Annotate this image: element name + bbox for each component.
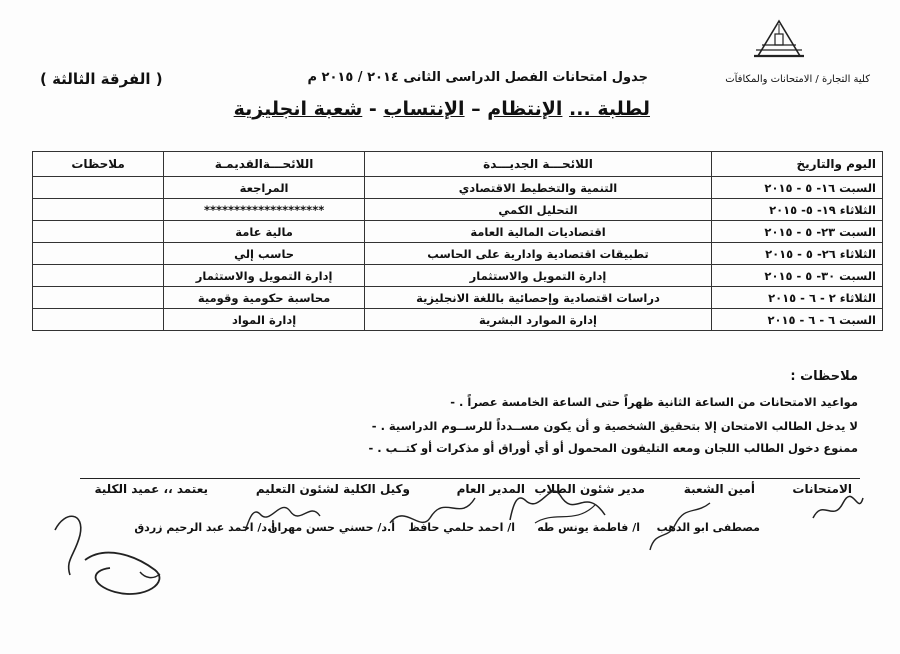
signature-divider xyxy=(80,478,860,479)
name-student-affairs-director: ا/ فاطمة يونس طه xyxy=(537,521,640,534)
exam-date: ١٦- ٥ - ٢٠١٥ xyxy=(764,180,836,195)
name-general-manager: ا/ احمد حلمي حافظ xyxy=(408,521,515,534)
cell-remarks xyxy=(33,309,164,331)
role-division-secretary: أمين الشعبة xyxy=(683,482,755,496)
cell-remarks xyxy=(33,243,164,265)
cell-remarks xyxy=(33,221,164,243)
signature-exams xyxy=(808,488,868,528)
cell-new-regulation-subject: التنمية والتخطيط الاقتصادي xyxy=(364,177,711,199)
subtitle-english-division: شعبة انجليزية xyxy=(233,98,363,120)
student-category: لطلبة ... الإنتظام – الإنتساب - شعبة انجليزية xyxy=(233,98,650,120)
cell-new-regulation-subject: إدارة التمويل والاستثمار xyxy=(364,265,711,287)
cell-new-regulation-subject: إدارة الموارد البشرية xyxy=(364,309,711,331)
table-row xyxy=(33,287,883,309)
cell-old-regulation-subject: مالية عامة xyxy=(164,221,365,243)
day-name: السبت xyxy=(839,268,876,283)
exam-date: ٣٠- ٥ - ٢٠١٥ xyxy=(764,268,836,283)
cell-remarks xyxy=(33,199,164,221)
table-header-row xyxy=(33,152,883,177)
subtitle-regular: الإنتظام xyxy=(487,98,563,120)
table-row xyxy=(33,221,883,243)
cell-remarks xyxy=(33,265,164,287)
cell-new-regulation-subject: اقتصاديات المالية العامة xyxy=(364,221,711,243)
name-vice-dean: أ.د/ حسني حسن مهران xyxy=(268,521,395,534)
cell-remarks xyxy=(33,287,164,309)
role-dean-approval: يعتمد ،، عميد الكلية xyxy=(94,482,208,496)
role-vice-dean: وكيل الكلية لشئون التعليم xyxy=(255,482,410,496)
cell-new-regulation-subject: تطبيقات اقتصادية وادارية على الحاسب xyxy=(364,243,711,265)
signature-general-manager xyxy=(375,488,485,538)
day-name: الثلاثاء xyxy=(839,202,876,217)
name-division-secretary: مصطفى ابو الدهب xyxy=(656,521,760,534)
role-exams: الامتحانات xyxy=(792,482,852,496)
note-item: ممنوع دخول الطالب اللجان ومعه التليفون المحمول أو أي أوراق أو مذكرات أو كتــب . - xyxy=(200,441,858,455)
cell-old-regulation-subject: ******************** xyxy=(164,199,365,221)
exam-date: ١٩- ٥- ٢٠١٥ xyxy=(769,202,836,217)
header-old-regulation: اللائحـــةالقديمـة xyxy=(164,152,365,177)
exam-date: ٢٣- ٥ - ٢٠١٥ xyxy=(764,224,836,239)
exam-date: ٢ - ٦ - ٢٠١٥ xyxy=(768,290,836,305)
header-new-regulation: اللائحـــة الجديـــدة xyxy=(364,152,711,177)
day-name: السبت xyxy=(839,224,876,239)
signature-division-secretary xyxy=(640,495,720,555)
cell-day-date xyxy=(712,243,883,265)
year-label: ( الفرقة الثالثة ) xyxy=(40,70,163,88)
role-student-affairs-director: مدير شئون الطلاب xyxy=(534,482,645,496)
header-remarks: ملاحظات xyxy=(33,152,164,177)
header-day-date: اليوم والتاريخ xyxy=(712,152,883,177)
cell-day-date xyxy=(712,287,883,309)
cell-new-regulation-subject: دراسات اقتصادية وإحصائية باللغة الانجليزية xyxy=(364,287,711,309)
table-row xyxy=(33,177,883,199)
signature-student-affairs xyxy=(505,475,615,530)
cell-old-regulation-subject: حاسب إلي xyxy=(164,243,365,265)
cell-day-date xyxy=(712,265,883,287)
table-row xyxy=(33,265,883,287)
role-general-manager: المدير العام xyxy=(456,482,525,496)
notes-title: ملاحظات : xyxy=(790,369,858,384)
note-item: مواعيد الامتحانات من الساعة الثانية ظهراً حتى الساعة الخامسة عصراً . - xyxy=(200,395,858,409)
name-dean: أ.د/ احمد عبد الرحيم زردق xyxy=(134,521,275,534)
cell-old-regulation-subject: إدارة التمويل والاستثمار xyxy=(164,265,365,287)
page-title: جدول امتحانات الفصل الدراسى الثانى ٢٠١٤ / ٢٠١٥ م xyxy=(307,70,648,85)
table-row xyxy=(33,199,883,221)
day-name: الثلاثاء xyxy=(839,246,876,261)
university-logo xyxy=(752,18,806,60)
table-body xyxy=(33,177,883,331)
exam-schedule-table xyxy=(32,151,883,331)
faculty-label: كلية التجارة / الامتحانات والمكافآت xyxy=(725,74,870,85)
cell-day-date xyxy=(712,177,883,199)
subtitle-students: لطلبة ... xyxy=(569,98,650,120)
day-name: السبت xyxy=(839,312,876,327)
cell-day-date xyxy=(712,221,883,243)
exam-date: ٢٦- ٥ - ٢٠١٥ xyxy=(765,246,836,261)
cell-new-regulation-subject: التحليل الكمي xyxy=(364,199,711,221)
day-name: السبت xyxy=(839,180,876,195)
note-item: لا يدخل الطالب الامتحان إلا بتحقيق الشخصية و أن يكون مســدداً للرســوم الدراسية . - xyxy=(200,419,858,433)
exam-date: ٦ - ٦ - ٢٠١٥ xyxy=(767,312,836,327)
table-row xyxy=(33,243,883,265)
cell-day-date xyxy=(712,199,883,221)
cell-day-date xyxy=(712,309,883,331)
cell-old-regulation-subject: محاسبة حكومية وقومية xyxy=(164,287,365,309)
subtitle-affiliation: الإنتساب xyxy=(383,98,465,120)
signature-dean xyxy=(45,500,190,610)
signature-vice-dean xyxy=(240,496,330,536)
cell-old-regulation-subject: إدارة المواد xyxy=(164,309,365,331)
day-name: الثلاثاء xyxy=(839,290,876,305)
table-row xyxy=(33,309,883,331)
cell-remarks xyxy=(33,177,164,199)
cell-old-regulation-subject: المراجعة xyxy=(164,177,365,199)
